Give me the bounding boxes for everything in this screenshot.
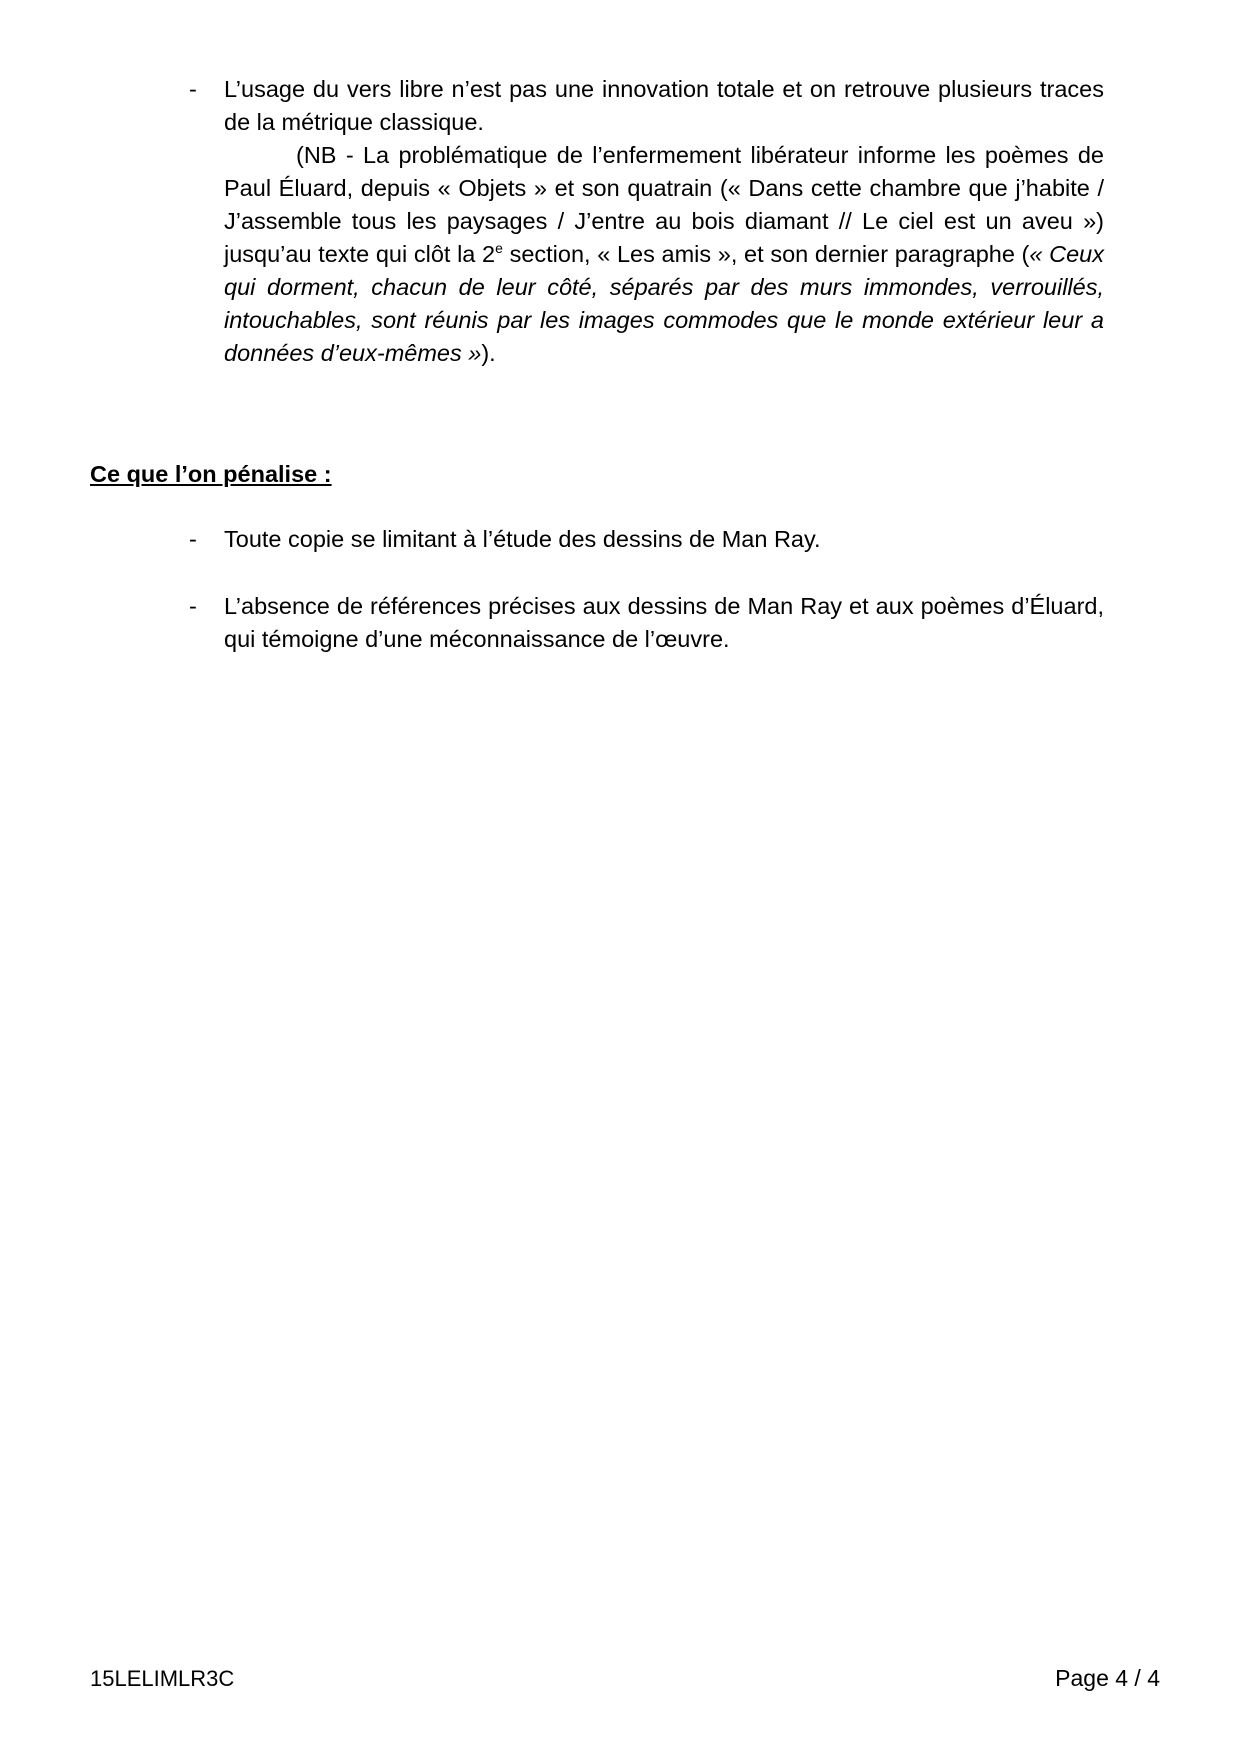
bullet-text xyxy=(224,73,1104,370)
nb-paragraph xyxy=(224,139,1104,370)
nb-text-end: ). xyxy=(481,340,496,366)
nb-italic-quote: « Ceux qui dorment, chacun de leur côté, séparés par des murs immondes, verrouillés, intouchables, sont réunis par les images commodes que le monde extérieur leur a données d’eux-mêmes » xyxy=(224,241,1104,366)
bullet-dash: - xyxy=(189,76,197,102)
footer-page-number: Page 4 / 4 xyxy=(1055,1665,1160,1691)
section-heading: Ce que l’on pénalise : xyxy=(90,461,332,487)
bullet-text: Toute copie se limitant à l’étude des dessins de Man Ray. xyxy=(224,526,821,552)
nb-text-part1: (NB - La problématique de l’enfermement libérateur informe les poèmes de Paul Éluard, depuis « Objets » et son quatrain (« Dans cette chambre que j’habite / J’assemble tous les paysages / J’entre au bois diamant // Le ciel est un aveu ») jusqu’au texte qui clôt la 2 xyxy=(224,142,1104,267)
bullet-dash: - xyxy=(189,526,197,552)
bullet-text: L’absence de références précises aux dessins de Man Ray et aux poèmes d’Éluard, qui témoigne d’une méconnaissance de l’œuvre. xyxy=(224,593,1104,652)
bullet-line: L’usage du vers libre n’est pas une innovation totale et on retrouve plusieurs traces de la métrique classique. xyxy=(224,76,1104,135)
bullet-dash: - xyxy=(189,593,197,619)
footer-document-code: 15LELIMLR3C xyxy=(90,1666,235,1691)
superscript-e: e xyxy=(495,240,503,256)
nb-text-part2: section, « Les amis », et son dernier paragraphe ( xyxy=(502,241,1030,267)
